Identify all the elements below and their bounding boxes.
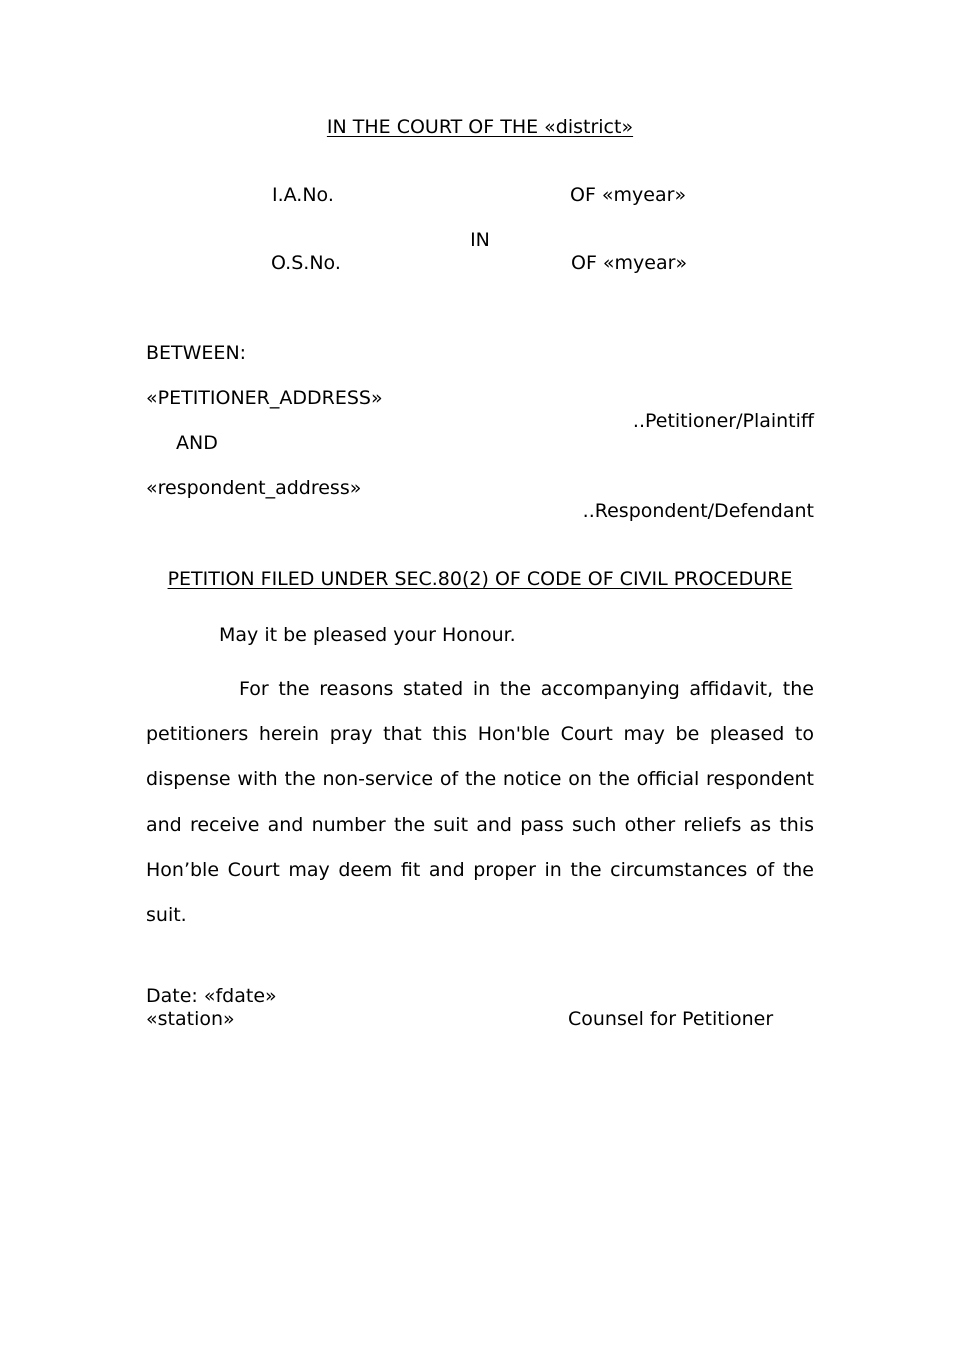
respondent-address: «respondent_address» xyxy=(146,477,362,499)
petitioner-address: «PETITIONER_ADDRESS» xyxy=(146,387,383,409)
ia-year: OF «myear» xyxy=(570,184,687,206)
and-label: AND xyxy=(176,432,218,454)
date-line: Date: «fdate» xyxy=(146,985,277,1007)
court-title: IN THE COURT OF THE «district» xyxy=(326,116,634,138)
ia-number-label: I.A.No. xyxy=(272,184,334,206)
os-year: OF «myear» xyxy=(571,252,688,274)
between-label: BETWEEN: xyxy=(146,342,247,364)
os-number-label: O.S.No. xyxy=(271,252,341,274)
petition-body: For the reasons stated in the accompanying affidavit, the petitioners herein pray that this Hon'ble Court may be pleased to dispense with the non-service of the notice on the official respondent and receive and number the suit and pass such other reliefs as this Hon’ble Court may deem fit and proper in the circumstances of the suit. xyxy=(146,678,814,927)
petitioner-role: ..Petitioner/Plaintiff xyxy=(632,410,814,432)
in-label: IN xyxy=(470,229,490,251)
station: «station» xyxy=(146,1008,235,1030)
petition-title: PETITION FILED UNDER SEC.80(2) OF CODE OF CIVIL PROCEDURE xyxy=(167,568,793,590)
respondent-role: ..Respondent/Defendant xyxy=(582,500,814,522)
counsel-signature: Counsel for Petitioner xyxy=(568,1008,774,1030)
salutation: May it be pleased your Honour. xyxy=(219,624,516,646)
